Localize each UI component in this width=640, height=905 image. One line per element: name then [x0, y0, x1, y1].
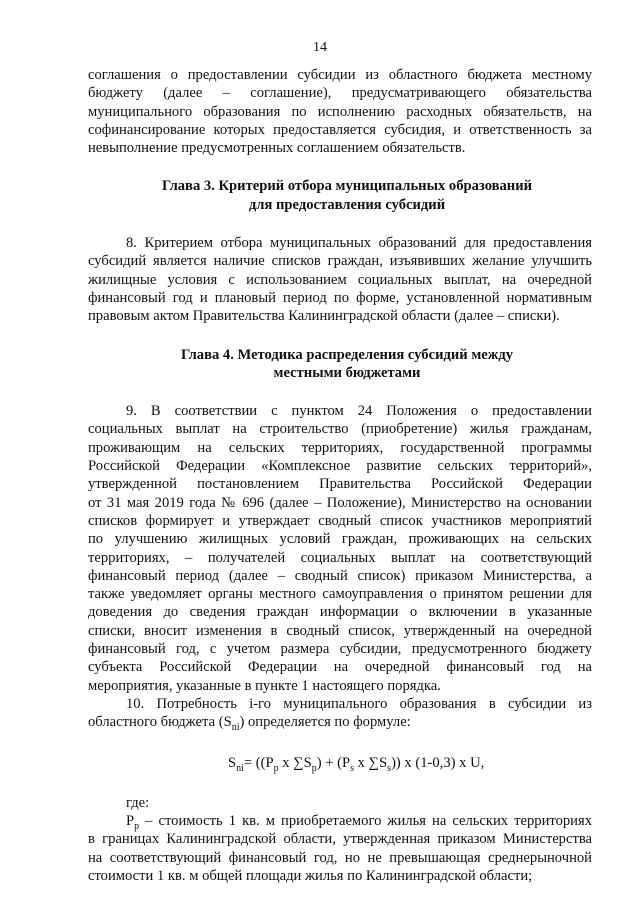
heading-line: Глава 3. Критерий отбора муниципальных образований [161, 178, 533, 195]
text-fragment: – стоимость 1 кв. м приобретаемого жилья на сельских территориях [139, 813, 592, 830]
text-line: доведения до сведения граждан информации о включении в указанные [88, 604, 592, 621]
text-line [88, 812, 592, 830]
text-line: социальных выплат на строительство (приобретение) жилья гражданам, [88, 421, 592, 438]
where-label: где: [126, 794, 150, 811]
text-line: стоимости 1 кв. м общей площади жилья по Калининградской области; [88, 867, 533, 884]
subscript: p [311, 762, 317, 774]
subscript: p [273, 762, 279, 774]
text-line: проживающим на сельских территориях, государственной программы [88, 439, 592, 456]
text-line: муниципального образования по исполнению расходных обязательств, на [88, 103, 592, 120]
formula-part: x ∑S [278, 754, 312, 771]
formula-part: ) + (P [316, 754, 351, 771]
subscript: s [350, 762, 355, 774]
text-line: невыполнение предусмотренных соглашением обязательств. [88, 140, 466, 157]
text-line [88, 713, 592, 734]
text-line: мероприятия, указанные в пункте 1 настоящего порядка. [88, 677, 441, 694]
text-line: субсидий является наличие списков граждан, изъявивших желание улучшить [88, 253, 592, 270]
definition-pp [88, 812, 592, 885]
text-line: территориях, – получателей социальных выплат на соответствующий [88, 549, 592, 566]
document-body [88, 66, 592, 885]
subscript: ni [236, 762, 244, 774]
paragraph-8 [88, 234, 592, 325]
paragraph-9 [88, 402, 592, 695]
text-fragment: областного бюджета (S [88, 714, 232, 731]
text-line: от 31 мая 2019 года № 696 (далее – Положение), Министерство на основании [88, 494, 592, 511]
text-line: по улучшению жилищных условий граждан, проживающих на сельских [88, 531, 592, 548]
text-line: финансовый период (далее – сводный список) приказом Министерства, а [88, 567, 592, 584]
text-line: 8. Критерием отбора муниципальных образований для предоставления [126, 235, 592, 252]
heading-line: для предоставления субсидий [248, 196, 446, 213]
formula [88, 754, 592, 772]
text-line: списков формирует и утверждает сводный список участников мероприятий [88, 512, 592, 529]
text-line: софинансирование которых предоставляется субсидия, и ответственность за [88, 121, 592, 138]
subscript: ni [231, 722, 240, 734]
paragraph-continuation [88, 66, 592, 157]
text-line: бюджету (далее – соглашение), предусматривающего обязательства [88, 85, 592, 102]
subscript: p [134, 821, 140, 832]
subscript: s [387, 762, 392, 774]
text-line: на соответствующий финансовый год, но не превышающая среднерыночной [88, 849, 592, 866]
chapter-4-heading [88, 346, 592, 383]
symbol: P [126, 813, 135, 830]
heading-line: Глава 4. Методика распределения субсидий между [180, 346, 514, 363]
heading-line: местными бюджетами [273, 364, 421, 381]
text-line: жилищные условия с использованием социальных выплат, на очередной [88, 271, 592, 288]
formula-part: = ((P [243, 754, 274, 771]
text-line: финансовый год, с учетом размера субсидии, предусмотренного бюджету [88, 641, 592, 658]
text-fragment: ) определяется по формуле: [239, 714, 411, 731]
formula-part: )) x (1-0,3) x U, [391, 754, 485, 771]
text-line: Российской Федерации «Комплексное развитие сельских территорий», [88, 458, 592, 475]
text-line: списки, вносит изменения в сводный список, утвержденный на очередной [88, 622, 592, 639]
page-number: 14 [313, 40, 327, 55]
chapter-3-heading [88, 177, 592, 214]
text-line: правовым актом Правительства Калининградской области (далее – списки). [88, 308, 560, 325]
formula-part: x ∑S [354, 754, 388, 771]
text-line: также уведомляет органы местного самоуправления о принятом решении для [88, 586, 592, 603]
text-line: субъекта Российской Федерации на очередной финансовый год на [88, 659, 592, 676]
formula-part: S [228, 754, 237, 771]
paragraph-10 [88, 695, 592, 732]
text-line: утвержденной постановлением Правительства Российской Федерации [88, 476, 592, 493]
text-line: финансовый год и плановый период по форме, установленной нормативным [88, 289, 592, 306]
text-line: 9. В соответствии с пунктом 24 Положения о предоставлении [126, 403, 592, 420]
text-line: 10. Потребность i-го муниципального образования в субсидии из [126, 695, 592, 712]
text-line: соглашения о предоставлении субсидии из областного бюджета местному [88, 67, 592, 83]
text-line: в границах Калининградской области, утвержденная приказом Министерства [88, 831, 592, 848]
